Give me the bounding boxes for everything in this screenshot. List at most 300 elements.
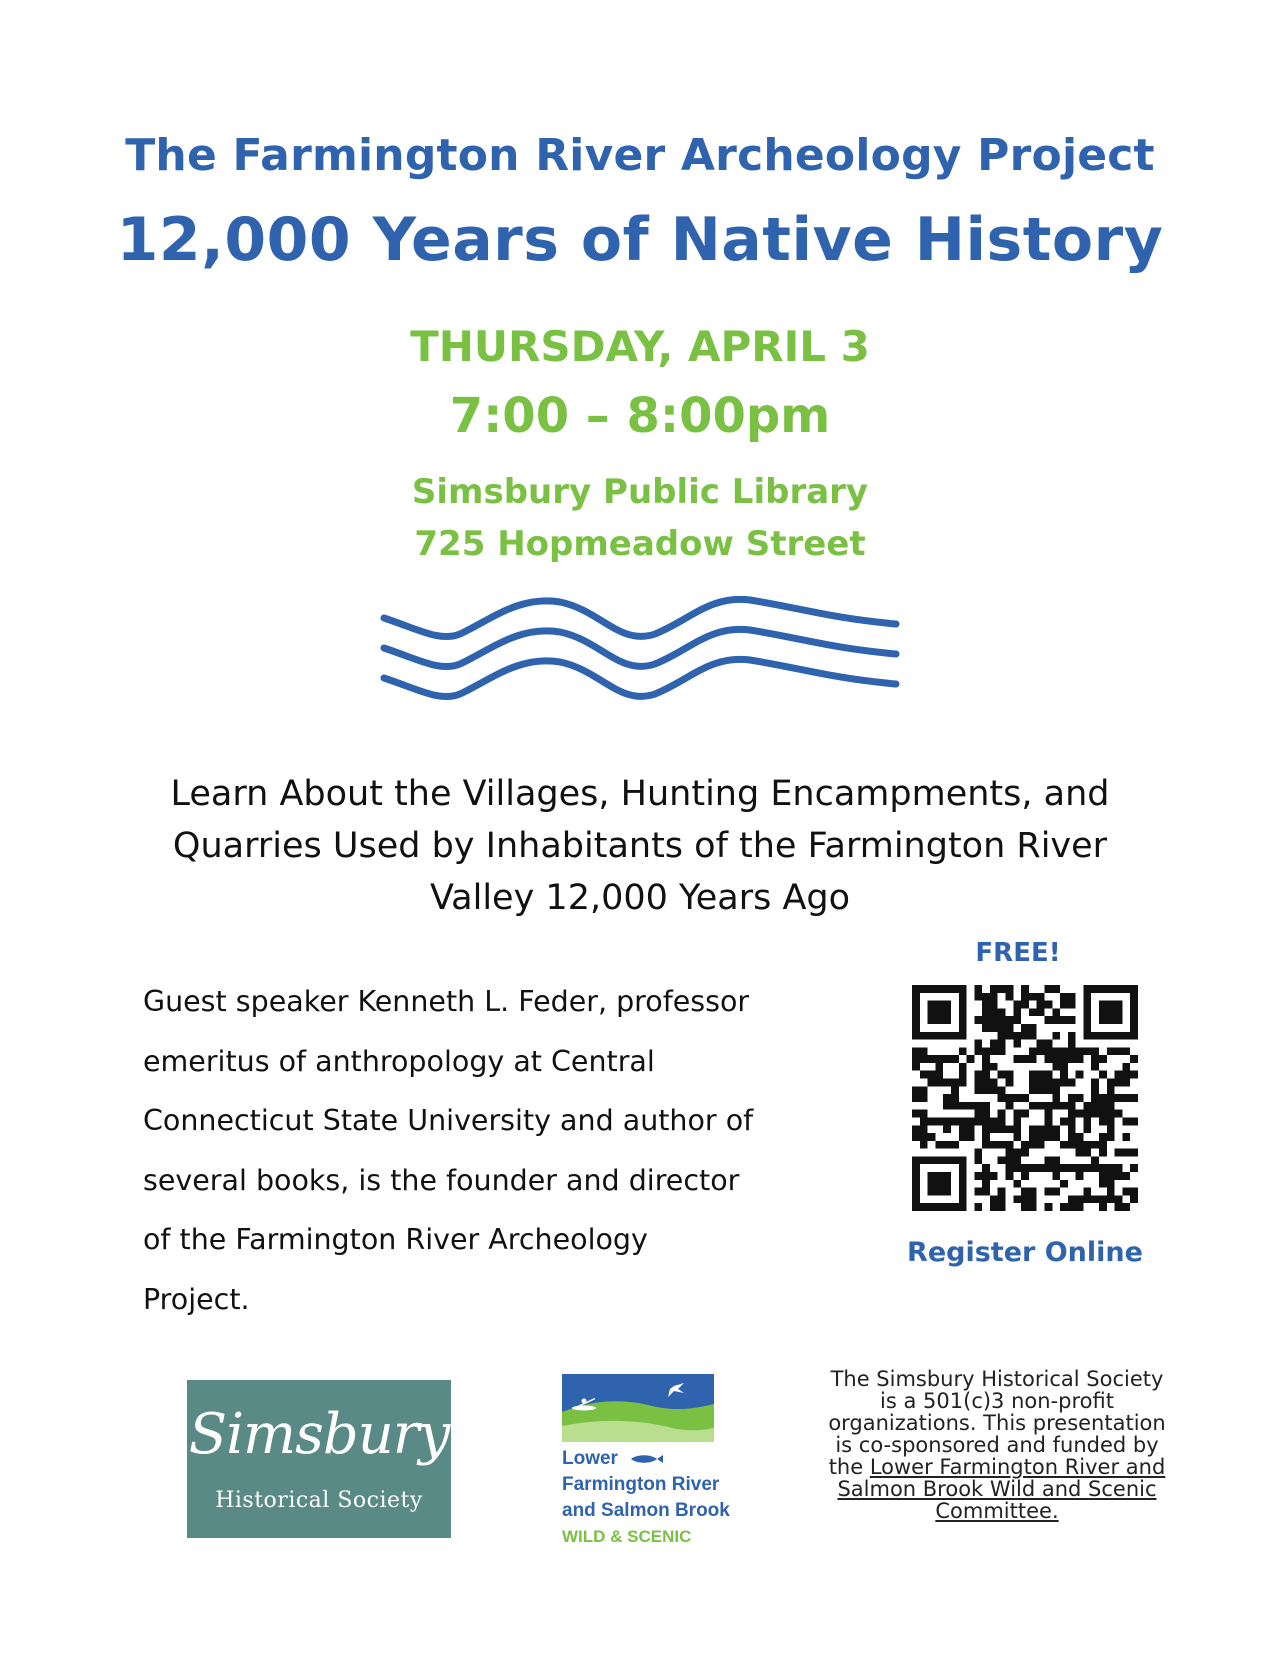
qr-module [1013,1094,1021,1102]
qr-module [998,1195,1006,1203]
qr-module [1068,1195,1076,1203]
qr-module [1115,1203,1123,1211]
qr-module [982,1055,990,1063]
qr-module [1130,1149,1138,1157]
qr-module [935,1172,943,1180]
event-description [0,768,1280,924]
qr-module [943,1079,951,1087]
qr-module [1099,1008,1107,1016]
qr-module [1037,1079,1045,1087]
qr-module [959,1125,967,1133]
qr-module [990,1203,998,1211]
qr-module [1068,1055,1076,1063]
qr-module [998,1203,1006,1211]
qr-module [1115,1016,1123,1024]
qr-module [1107,1008,1115,1016]
qr-module [982,1188,990,1196]
qr-module [1021,1055,1029,1063]
qr-module [912,1188,920,1196]
qr-module [1068,1094,1076,1102]
event-address: 725 Hopmeadow Street [414,524,866,564]
qr-module [928,1117,936,1125]
qr-module [1060,1071,1068,1079]
qr-module [912,1024,920,1032]
qr-module [1115,1008,1123,1016]
qr-module [1099,1203,1107,1211]
qr-module [1021,1203,1029,1211]
qr-module [1068,1117,1076,1125]
qr-module [1029,1079,1037,1087]
qr-module [943,1055,951,1063]
qr-module [1052,1063,1060,1071]
qr-module [1013,1040,1021,1048]
qr-module [1130,985,1138,993]
qr-module [943,1125,951,1133]
qr-module [959,1117,967,1125]
qr-module [998,1040,1006,1048]
qr-module [1107,1079,1115,1087]
qr-module [982,1164,990,1172]
qr-module [1068,1110,1076,1118]
qr-module [1029,1071,1037,1079]
qr-module [1029,1141,1037,1149]
qr-module [998,1086,1006,1094]
qr-module [1115,1094,1123,1102]
qr-module [1052,1156,1060,1164]
qr-module [943,1156,951,1164]
bio-line: emeritus of anthropology at Central [143,1044,655,1078]
qr-module [935,985,943,993]
qr-module [959,1079,967,1087]
qr-module [1076,1071,1084,1079]
qr-module [1076,1141,1084,1149]
lfr-line: Lower [562,1448,618,1469]
qr-module [967,1133,975,1141]
qr-module [959,1203,967,1211]
qr-module [928,1172,936,1180]
qr-module [935,1016,943,1024]
qr-module [1013,1117,1021,1125]
qr-module [974,1079,982,1087]
qr-module [1083,1141,1091,1149]
qr-module [943,1117,951,1125]
qr-module [1107,1117,1115,1125]
qr-module [1060,1016,1068,1024]
qr-module [1115,985,1123,993]
qr-module [1021,993,1029,1001]
bio-line: Project. [143,1282,250,1316]
qr-module [912,1055,920,1063]
qr-module [1130,1032,1138,1040]
qr-module [1044,1102,1052,1110]
qr-module [1122,1203,1130,1211]
qr-module [959,1008,967,1016]
qr-module [967,1055,975,1063]
qr-module [959,1164,967,1172]
qr-module [1107,1172,1115,1180]
qr-module [1044,1156,1052,1164]
qr-module [1083,1164,1091,1172]
qr-module [959,1024,967,1032]
qr-module [1060,1117,1068,1125]
qr-module [1091,1110,1099,1118]
qr-module [982,993,990,1001]
qr-module [951,1141,959,1149]
qr-module [1091,1063,1099,1071]
qr-module [1068,1001,1076,1009]
qr-module [982,1047,990,1055]
committee-link[interactable]: Lower Farmington River and Salmon Brook Wild and Scenic Committee. [837,1455,1166,1523]
qr-module [1021,985,1029,993]
qr-module [1052,1032,1060,1040]
qr-module [1006,1024,1014,1032]
qr-module [1130,993,1138,1001]
qr-module [1115,1079,1123,1087]
qr-module [951,1102,959,1110]
qr-module [1013,1016,1021,1024]
qr-module [1006,1149,1014,1157]
qr-module [912,1195,920,1203]
qr-module [1122,1133,1130,1141]
qr-module [1091,1055,1099,1063]
qr-module [1060,1141,1068,1149]
qr-module [1122,985,1130,993]
qr-module [928,1079,936,1087]
qr-module [1021,1141,1029,1149]
qr-module [1091,1164,1099,1172]
logo-wordmark: Simsbury [188,1402,450,1467]
qr-module [1115,1001,1123,1009]
qr-module [920,1110,928,1118]
qr-module [1006,1141,1014,1149]
qr-module [1107,1086,1115,1094]
qr-module [1068,1079,1076,1087]
qr-module [1099,1110,1107,1118]
qr-module [1060,1164,1068,1172]
qr-module [967,1125,975,1133]
qr-module [943,1172,951,1180]
qr-module [1052,1094,1060,1102]
qr-module [959,1156,967,1164]
qr-module [935,1008,943,1016]
qr-module [1122,1149,1130,1157]
qr-module [935,1141,943,1149]
qr-module [1029,1008,1037,1016]
qr-module [1037,1164,1045,1172]
qr-module [1068,1133,1076,1141]
qr-module [982,1071,990,1079]
qr-module [1122,1063,1130,1071]
qr-module [1076,1047,1084,1055]
qr-module [951,985,959,993]
qr-module [1044,1125,1052,1133]
qr-module [1068,1125,1076,1133]
qr-module [974,1040,982,1048]
qr-module [920,1141,928,1149]
qr-module [1130,1001,1138,1009]
qr-module [990,985,998,993]
qr-module [1115,1172,1123,1180]
qr-module [935,1071,943,1079]
qr-module [1044,1188,1052,1196]
qr-module [943,1032,951,1040]
sponsor-note-text: The Simsbury Historical Society is a 501(c)3 non-profit organizations. This presentation is co-sponsored and funded by the [828,1367,1166,1479]
qr-module [951,1079,959,1087]
qr-module [1060,1001,1068,1009]
qr-module [943,1180,951,1188]
qr-module [982,1001,990,1009]
qr-module [998,1125,1006,1133]
qr-module [935,1188,943,1196]
qr-module [1029,1032,1037,1040]
qr-module [1060,1079,1068,1087]
qr-module [1021,1172,1029,1180]
qr-module [998,1032,1006,1040]
qr-module [1107,1125,1115,1133]
event-time: 7:00 – 8:00pm [449,388,831,444]
qr-module [928,1016,936,1024]
lfr-line: and Salmon Brook [562,1500,730,1521]
wave-icon [380,590,900,710]
qr-module [943,1102,951,1110]
qr-module [982,1102,990,1110]
qr-module [1044,1001,1052,1009]
qr-module [1083,993,1091,1001]
qr-module [1006,1172,1014,1180]
qr-module [967,1117,975,1125]
qr-module [990,1141,998,1149]
qr-module [1006,985,1014,993]
qr-module [1029,993,1037,1001]
qr-module [982,1110,990,1118]
qr-module [959,1180,967,1188]
qr-module [982,1141,990,1149]
qr-module [974,1188,982,1196]
qr-module [1107,1016,1115,1024]
qr-module [959,1102,967,1110]
speaker-bio [143,972,823,1329]
qr-module [912,1156,920,1164]
qr-module [951,1117,959,1125]
qr-module [990,1024,998,1032]
qr-module [1107,1195,1115,1203]
qr-module [1115,1032,1123,1040]
qr-module [1091,1141,1099,1149]
qr-module [974,1047,982,1055]
qr-module [1013,1164,1021,1172]
qr-module [998,1024,1006,1032]
qr-module [1060,993,1068,1001]
qr-module [1060,1180,1068,1188]
qr-code[interactable] [912,985,1138,1211]
qr-module [1083,985,1091,993]
qr-module [1044,1016,1052,1024]
qr-module [998,1047,1006,1055]
qr-module [1115,1047,1123,1055]
qr-module [1052,1079,1060,1087]
qr-module [1013,1156,1021,1164]
qr-module [912,1203,920,1211]
qr-module [1107,985,1115,993]
qr-module [1083,1195,1091,1203]
qr-module [967,1102,975,1110]
qr-module [1083,1001,1091,1009]
qr-module [920,1032,928,1040]
qr-module [1122,1188,1130,1196]
qr-module [1099,1149,1107,1157]
qr-module [1130,1016,1138,1024]
qr-module [1115,1149,1123,1157]
qr-module [1006,1032,1014,1040]
qr-module [1115,1195,1123,1203]
qr-module [1006,1071,1014,1079]
qr-module [1107,1032,1115,1040]
qr-module [1107,1133,1115,1141]
qr-module [1099,1001,1107,1009]
qr-module [974,993,982,1001]
qr-module [990,1195,998,1203]
qr-module [1068,1040,1076,1048]
qr-module [990,1047,998,1055]
qr-module [912,1032,920,1040]
qr-module [928,1001,936,1009]
qr-module [1099,1172,1107,1180]
qr-module [1052,1188,1060,1196]
qr-module [998,1188,1006,1196]
qr-module [1099,1117,1107,1125]
qr-module [1052,1172,1060,1180]
qr-module [912,1008,920,1016]
qr-module [928,1055,936,1063]
qr-module [1068,993,1076,1001]
qr-module [1060,1203,1068,1211]
qr-module [1021,1188,1029,1196]
qr-module [1037,1141,1045,1149]
qr-module [1099,1016,1107,1024]
qr-module [1006,1079,1014,1087]
qr-module [1029,1055,1037,1063]
qr-module [1099,1055,1107,1063]
qr-module [998,1141,1006,1149]
qr-module [935,1180,943,1188]
qr-module [974,1149,982,1157]
qr-module [982,1079,990,1087]
qr-module [1099,1094,1107,1102]
qr-module [1083,1102,1091,1110]
description-line: Valley 12,000 Years Ago [429,878,851,918]
qr-module [1076,1149,1084,1157]
qr-module [1044,1164,1052,1172]
qr-module [1068,1047,1076,1055]
qr-module [943,1016,951,1024]
qr-module [1013,1001,1021,1009]
bio-line: Guest speaker Kenneth L. Feder, professor [143,985,750,1018]
qr-module [1037,1125,1045,1133]
qr-module [1037,1133,1045,1141]
qr-module [1091,1047,1099,1055]
qr-module [974,1016,982,1024]
qr-module [1029,1086,1037,1094]
qr-module [974,1086,982,1094]
qr-module [912,1086,920,1094]
qr-module [1006,1156,1014,1164]
qr-module [998,1156,1006,1164]
qr-module [951,1156,959,1164]
qr-module [935,1156,943,1164]
lower-farmington-river-logo [562,1374,714,1442]
qr-module [1099,1164,1107,1172]
qr-module [959,1063,967,1071]
qr-module [1044,1086,1052,1094]
qr-module [912,1133,920,1141]
qr-module [959,1016,967,1024]
qr-module [959,1133,967,1141]
qr-module [1122,1117,1130,1125]
qr-module [1068,1102,1076,1110]
qr-module [935,1117,943,1125]
qr-module [1083,1008,1091,1016]
qr-module [928,1180,936,1188]
qr-module [959,1001,967,1009]
qr-module [959,1071,967,1079]
qr-module [1021,1032,1029,1040]
qr-module [1099,1195,1107,1203]
simsbury-historical-society-logo [187,1380,451,1538]
qr-module [912,985,920,993]
qr-module [1006,1164,1014,1172]
qr-module [998,1110,1006,1118]
bio-line: several books, is the founder and director [143,1163,740,1197]
qr-module [1037,1071,1045,1079]
lfr-line: Farmington River [562,1474,720,1495]
qr-module [998,1016,1006,1024]
qr-module [990,993,998,1001]
qr-module [959,1195,967,1203]
qr-module [1107,1188,1115,1196]
qr-module [928,1133,936,1141]
qr-module [1029,1024,1037,1032]
qr-module [1060,1102,1068,1110]
qr-module [1060,1047,1068,1055]
qr-module [1091,1156,1099,1164]
qr-module [1021,1149,1029,1157]
qr-module [951,1032,959,1040]
qr-module [920,1125,928,1133]
qr-module [1115,1071,1123,1079]
qr-module [1044,1110,1052,1118]
qr-module [982,1024,990,1032]
qr-module [1044,1040,1052,1048]
qr-module [912,1047,920,1055]
qr-module [1013,1133,1021,1141]
qr-module [1013,1149,1021,1157]
qr-module [1006,1102,1014,1110]
qr-module [1083,1024,1091,1032]
qr-module [1044,1203,1052,1211]
qr-module [912,1164,920,1172]
qr-module [1130,1055,1138,1063]
register-online-link[interactable]: Register Online [907,1237,1143,1268]
qr-module [1044,1071,1052,1079]
qr-module [928,1203,936,1211]
lfr-tagline: WILD & SCENIC [562,1527,692,1546]
qr-module [1029,1047,1037,1055]
description-line: Quarries Used by Inhabitants of the Farmington River [172,826,1108,866]
qr-module [974,1110,982,1118]
qr-module [1107,1102,1115,1110]
qr-module [1029,1164,1037,1172]
qr-module [1029,1203,1037,1211]
